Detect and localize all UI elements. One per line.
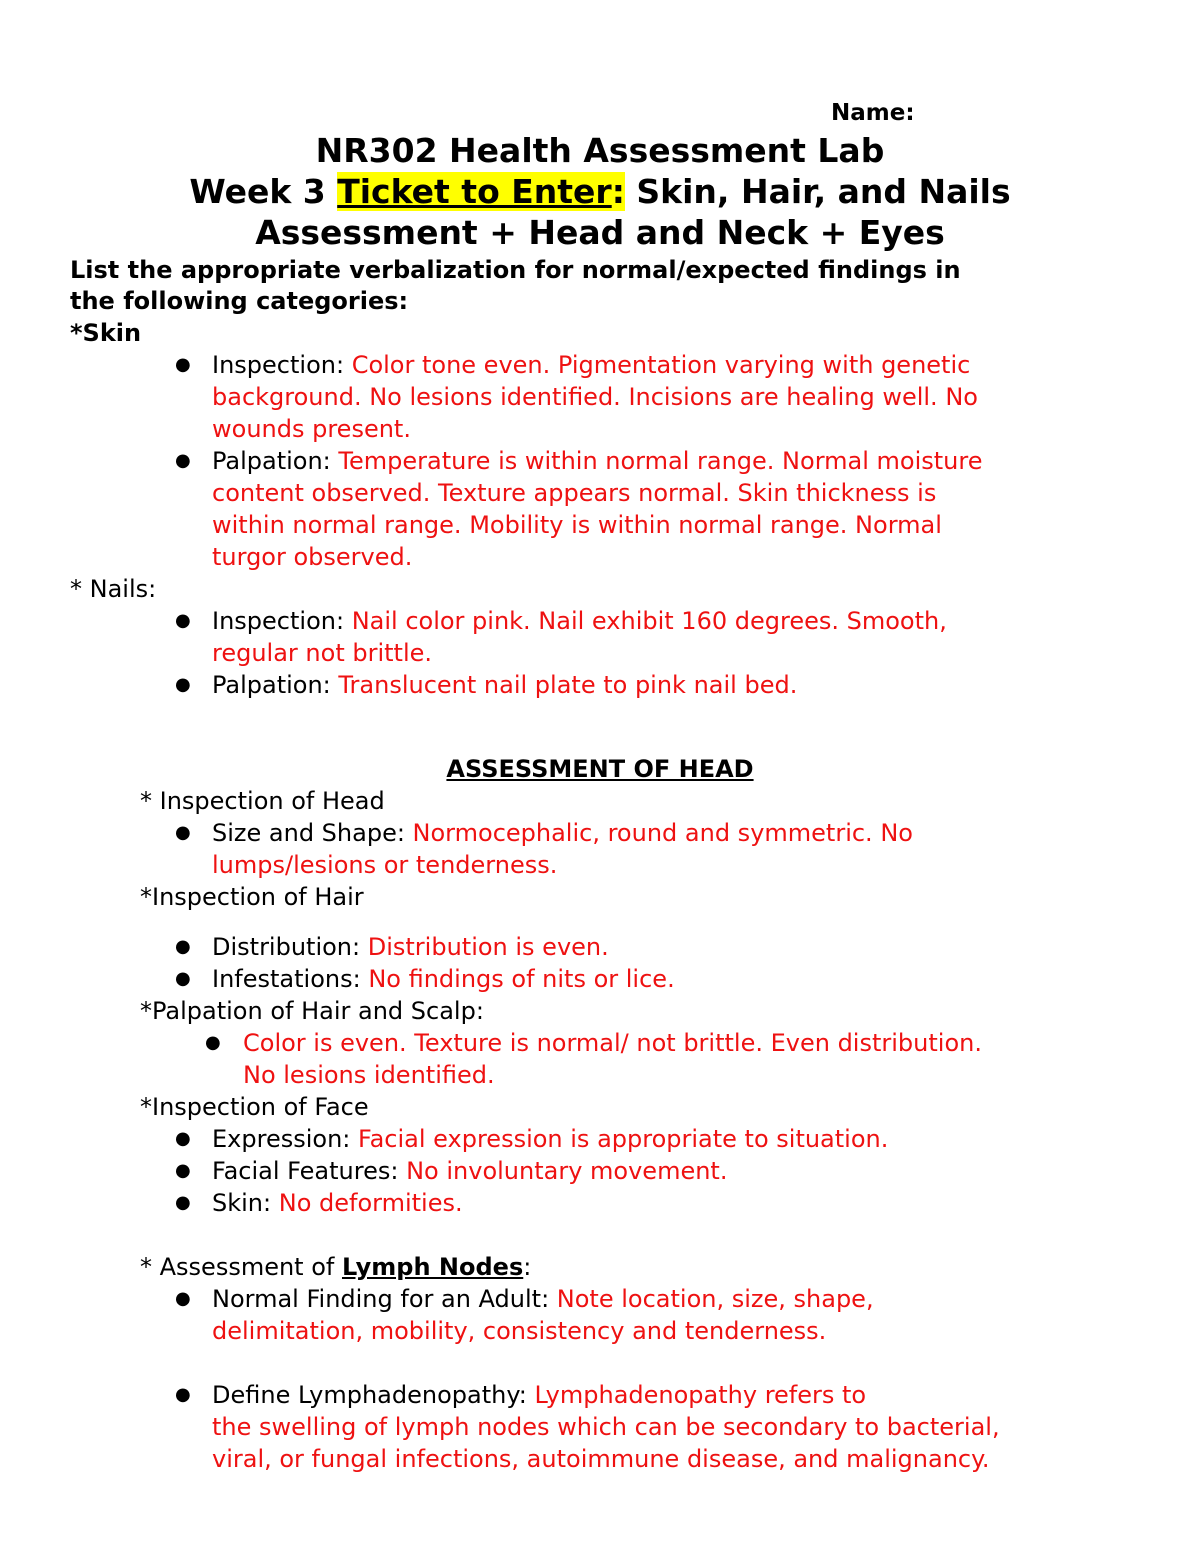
facial-features-label: Facial Features:: [212, 1157, 407, 1185]
define-label: Define Lymphadenopathy:: [212, 1381, 535, 1409]
bullet-icon: ●: [175, 354, 191, 375]
bullet-icon: ●: [175, 822, 191, 843]
inspection-of-head: * Inspection of Head: [140, 787, 385, 815]
distribution-answer: Distribution is even.: [367, 933, 609, 961]
bullet-icon: ●: [175, 1384, 191, 1405]
nails-inspection-answer-2: regular not brittle.: [212, 639, 433, 667]
name-label: Name:: [831, 100, 915, 126]
title-line-1: NR302 Health Assessment Lab: [315, 131, 885, 170]
bullet-icon: ●: [175, 968, 191, 989]
lymph-nodes-heading: [140, 1251, 531, 1283]
size-answer-2: lumps/lesions or tenderness.: [212, 851, 558, 879]
bullet-icon: ●: [175, 610, 191, 631]
nails-inspection: [212, 605, 947, 637]
bullet-icon: ●: [175, 1160, 191, 1181]
normal-finding-adult: [212, 1283, 874, 1315]
nails-palpation-label: Palpation:: [212, 671, 339, 699]
nails-palpation-answer: Translucent nail plate to pink nail bed.: [338, 671, 798, 699]
face-skin-answer: No deformities.: [278, 1189, 463, 1217]
normal-finding-label: Normal Finding for an Adult:: [212, 1285, 557, 1313]
infestations-answer: No findings of nits or lice.: [368, 965, 675, 993]
title-line-2: [0, 171, 1200, 212]
assessment-of-head-heading: ASSESSMENT OF HEAD: [446, 755, 754, 783]
distribution-label: Distribution:: [212, 933, 368, 961]
normal-finding-answer-2: delimitation, mobility, consistency and tenderness.: [212, 1317, 827, 1345]
expression-answer: Facial expression is appropriate to situation.: [358, 1125, 889, 1153]
skin-inspection-answer: Color tone even. Pigmentation varying with genetic: [351, 351, 971, 379]
nails-palpation: [212, 669, 797, 701]
bullet-icon: ●: [175, 1192, 191, 1213]
size-answer: Normocephalic, round and symmetric. No: [412, 819, 913, 847]
ticket-to-enter-highlight: Ticket to Enter: [337, 172, 612, 211]
facial-features-answer: No involuntary movement.: [406, 1157, 728, 1185]
expression: [212, 1123, 888, 1155]
normal-finding-answer: Note location, size, shape,: [556, 1285, 874, 1313]
nails-inspection-label: Inspection:: [212, 607, 352, 635]
define-answer-3: viral, or fungal infections, autoimmune disease, and malignancy.: [212, 1445, 990, 1473]
lymph-heading-post: :: [523, 1253, 532, 1281]
skin-palpation-answer-4: turgor observed.: [212, 543, 413, 571]
hair-scalp-answer-2: No lesions identified.: [243, 1061, 495, 1089]
nails-inspection-answer: Nail color pink. Nail exhibit 160 degrees. Smooth,: [351, 607, 947, 635]
lymph-heading-pre: * Assessment of: [140, 1253, 342, 1281]
skin-palpation: [212, 445, 982, 477]
skin-palpation-answer-2: content observed. Texture appears normal. Skin thickness is: [212, 479, 937, 507]
skin-palpation-answer-3: within normal range. Mobility is within normal range. Normal: [212, 511, 942, 539]
skin-inspection-answer-2: background. No lesions identified. Incisions are healing well. No: [212, 383, 978, 411]
face-skin: [212, 1187, 463, 1219]
expression-label: Expression:: [212, 1125, 358, 1153]
title-topics: Skin, Hair, and Nails: [624, 172, 1011, 211]
instructions-line-1: List the appropriate verbalization for normal/expected findings in: [70, 256, 961, 284]
instructions-line-2: the following categories:: [70, 287, 409, 315]
skin-inspection-answer-3: wounds present.: [212, 415, 411, 443]
bullet-icon: ●: [205, 1032, 221, 1053]
bullet-icon: ●: [175, 450, 191, 471]
title-line-3: Assessment + Head and Neck + Eyes: [255, 213, 945, 252]
bullet-icon: ●: [175, 1128, 191, 1149]
infestations: [212, 963, 675, 995]
face-skin-label: Skin:: [212, 1189, 279, 1217]
nails-heading: * Nails:: [70, 575, 157, 603]
title-week: Week 3: [189, 172, 338, 211]
skin-inspection: [212, 349, 970, 381]
bullet-icon: ●: [175, 936, 191, 957]
size-and-shape: [212, 817, 913, 849]
ticket-colon: :: [611, 172, 625, 211]
skin-inspection-label: Inspection:: [212, 351, 352, 379]
skin-palpation-answer: Temperature is within normal range. Normal moisture: [338, 447, 983, 475]
skin-palpation-label: Palpation:: [212, 447, 339, 475]
define-answer-2: the swelling of lymph nodes which can be secondary to bacterial,: [212, 1413, 1000, 1441]
define-answer: Lymphadenopathy refers to: [534, 1381, 867, 1409]
palpation-of-hair-and-scalp: *Palpation of Hair and Scalp:: [140, 997, 484, 1025]
size-label: Size and Shape:: [212, 819, 413, 847]
define-lymphadenopathy: [212, 1379, 866, 1411]
lymph-heading-bold: Lymph Nodes: [341, 1253, 524, 1281]
skin-heading: *Skin: [70, 319, 142, 347]
infestations-label: Infestations:: [212, 965, 369, 993]
facial-features: [212, 1155, 727, 1187]
inspection-of-face: *Inspection of Face: [140, 1093, 369, 1121]
inspection-of-hair: *Inspection of Hair: [140, 883, 364, 911]
bullet-icon: ●: [175, 674, 191, 695]
distribution: [212, 931, 609, 963]
hair-scalp-answer: Color is even. Texture is normal/ not brittle. Even distribution.: [243, 1029, 982, 1057]
bullet-icon: ●: [175, 1288, 191, 1309]
